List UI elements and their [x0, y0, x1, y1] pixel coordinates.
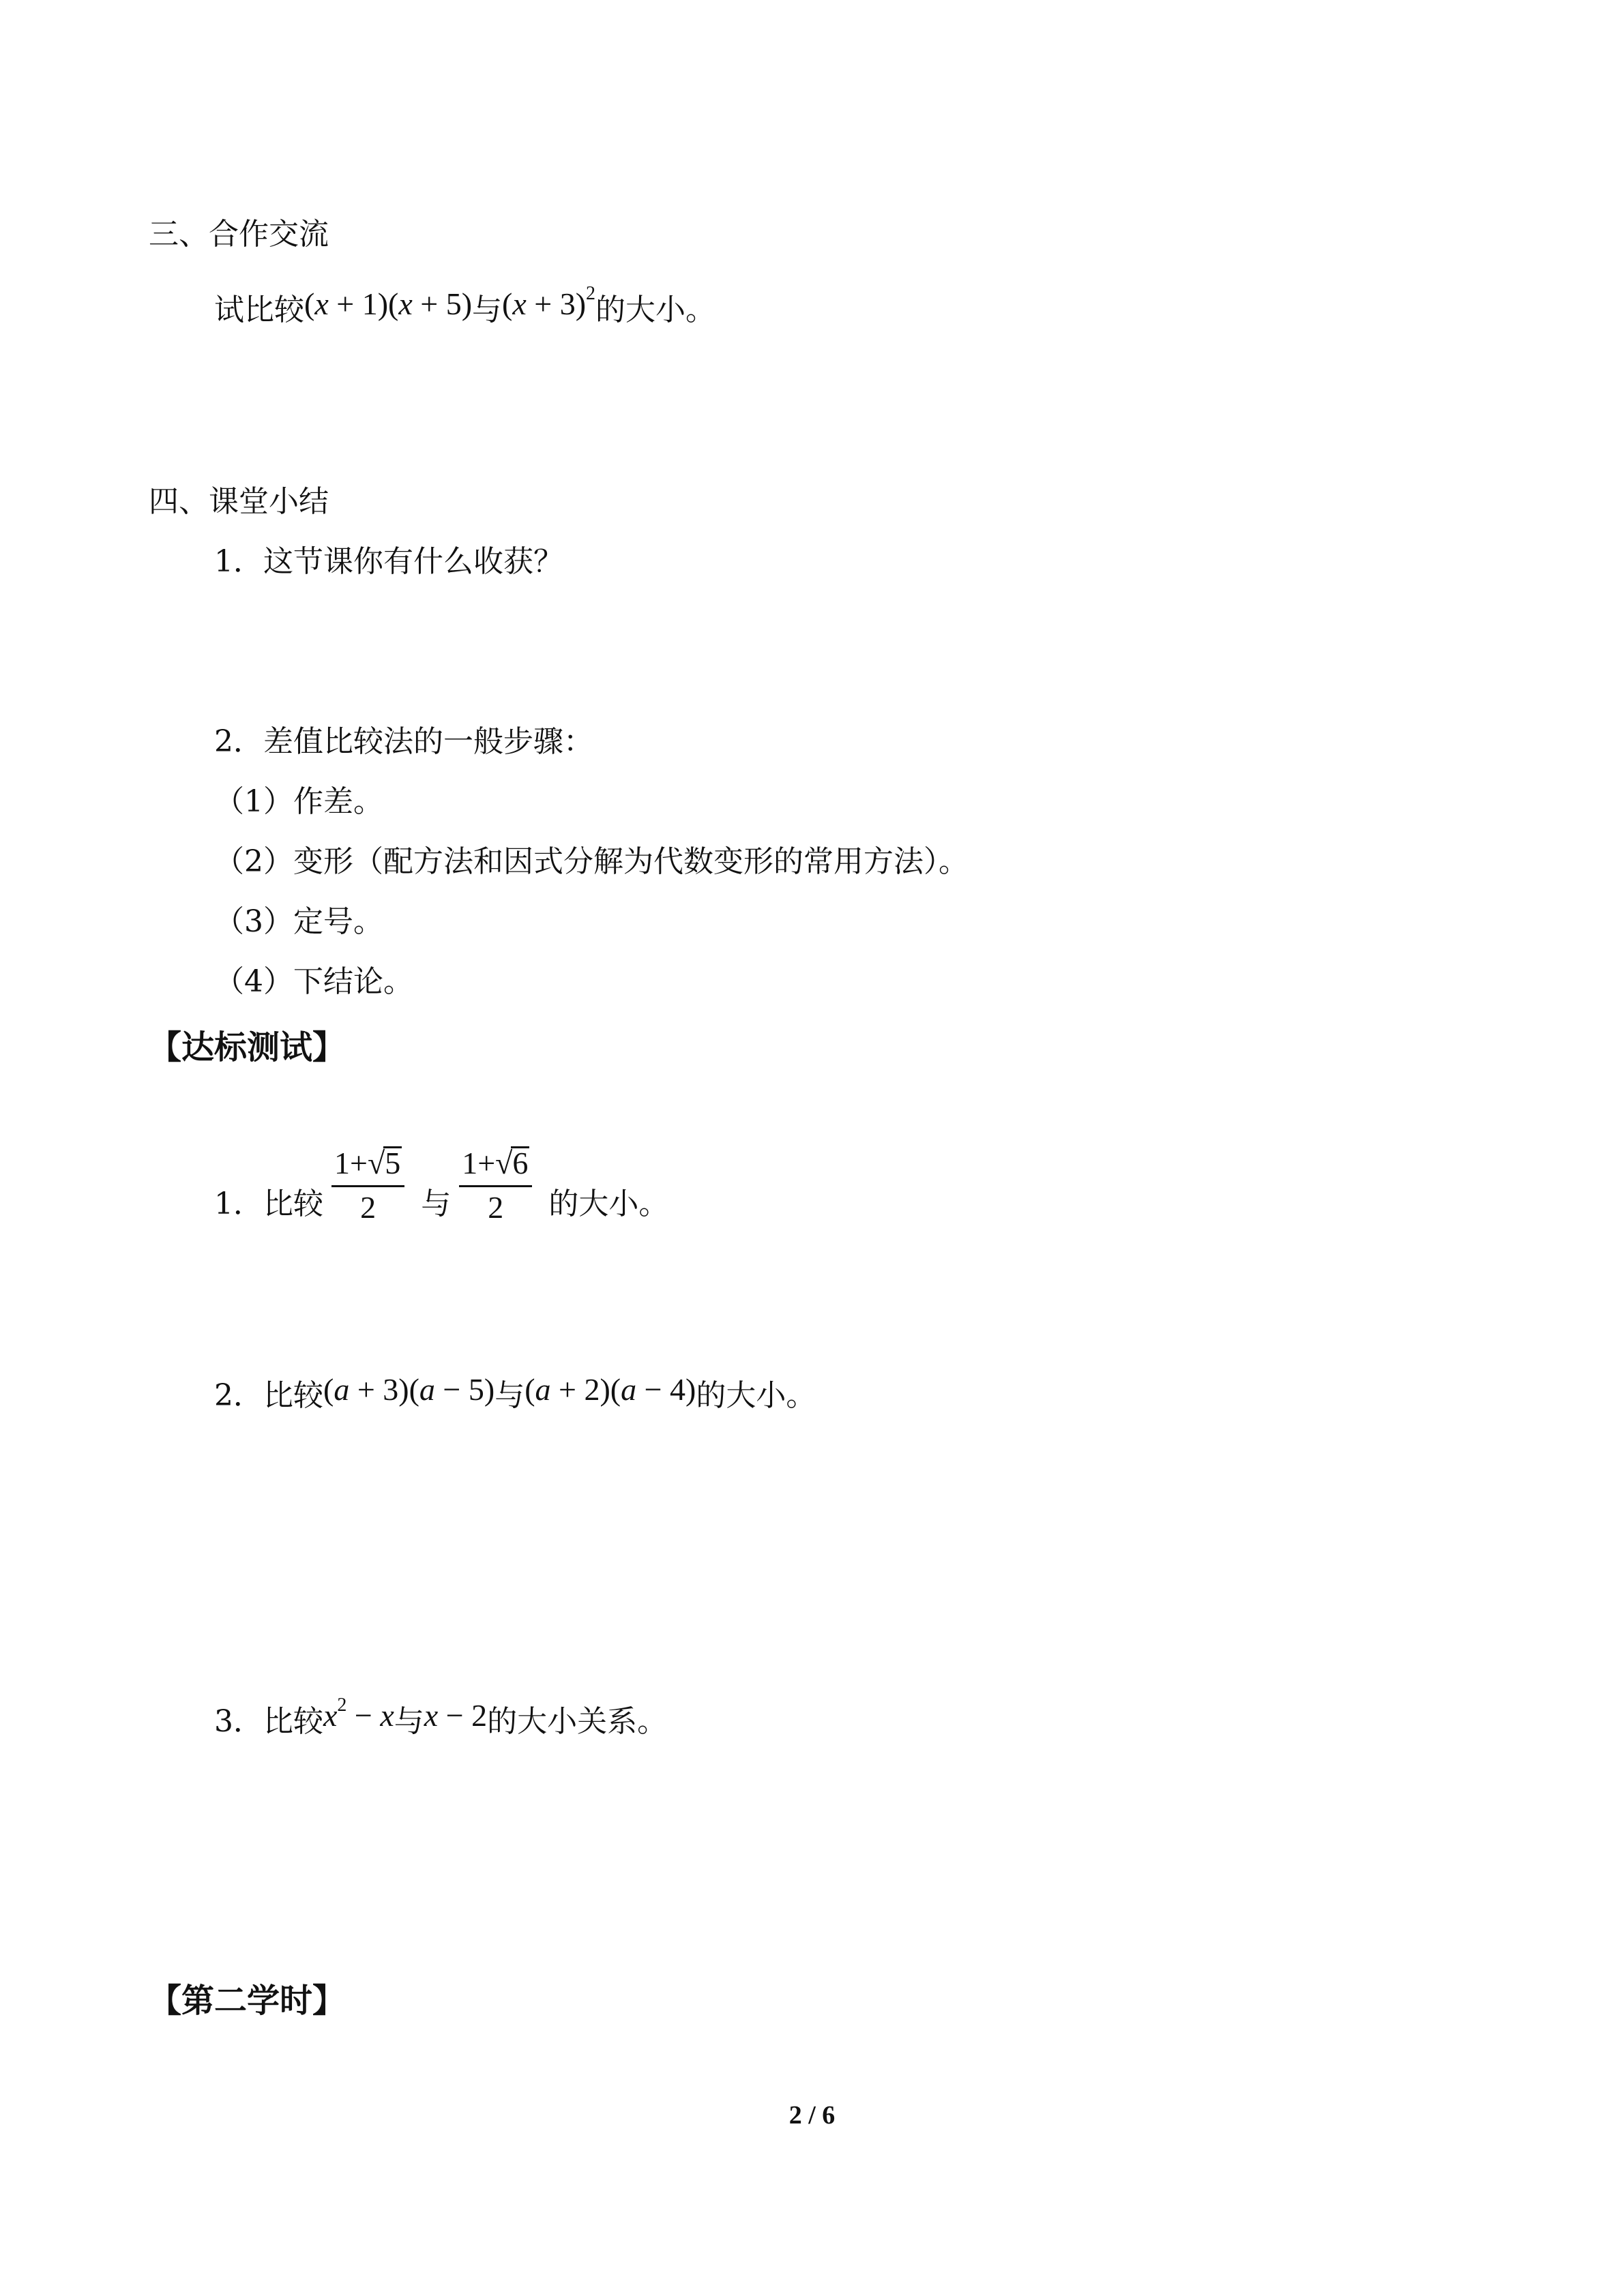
p3-expr2: x − 2	[424, 1698, 488, 1733]
p1-frac1-op: +	[350, 1146, 368, 1180]
test-title: 【达标测试】	[149, 1028, 346, 1067]
p2-expr1: (a + 3)(a − 5)	[323, 1372, 495, 1407]
p2-expr2: (a + 2)(a − 4)	[525, 1372, 696, 1407]
page-number: 2 / 6	[788, 2101, 836, 2130]
second-period-title: 【第二学时】	[149, 1982, 346, 2020]
p1-fraction-1	[331, 1144, 404, 1227]
test-problem-2	[214, 1369, 816, 1416]
p1-frac2-numerator	[459, 1144, 532, 1187]
p2-prefix: 2．比较	[214, 1378, 323, 1413]
p3-suffix: 的大小关系。	[487, 1704, 668, 1739]
section4-q1: 1．这节课你有什么收获？	[214, 544, 563, 579]
p3-mid: 与	[394, 1704, 424, 1739]
p1-frac2-denominator: 2	[488, 1190, 504, 1225]
p2-mid: 与	[494, 1378, 525, 1413]
step-3: （3）定号。	[214, 904, 383, 939]
p1-frac2-radicand: 6	[512, 1146, 529, 1180]
p1-frac1-radicand: 5	[385, 1146, 401, 1180]
test-problem-1	[214, 1146, 669, 1247]
p2-suffix: 的大小。	[696, 1378, 816, 1413]
step-4: （4）下结论。	[214, 964, 413, 999]
p3-expr1	[323, 1695, 394, 1733]
p1-fraction-2	[459, 1144, 532, 1227]
p3-expr1-base: x	[323, 1698, 338, 1733]
step-2: （2）变形（配方法和因式分解为代数变形的常用方法）。	[214, 844, 969, 879]
p1-prefix: 1．比较	[214, 1187, 323, 1221]
section3-title: 三、合作交流	[149, 217, 329, 252]
p1-suffix: 的大小。	[548, 1187, 669, 1221]
section4-title: 四、课堂小结	[149, 484, 329, 519]
p1-frac1-denominator: 2	[360, 1190, 377, 1225]
section3-expr2-base: (x + 3)	[502, 286, 587, 321]
sqrt-icon: √6	[495, 1146, 529, 1180]
section3-suffix: 的大小。	[595, 293, 716, 327]
section3-expr2-exp: 2	[586, 283, 596, 304]
section3-mid: 与	[472, 293, 503, 327]
section3-question	[214, 284, 715, 331]
p1-frac1-int: 1	[334, 1146, 350, 1180]
p1-frac2-int: 1	[462, 1146, 478, 1180]
section3-prefix: 试比较	[214, 293, 304, 327]
section4-q2: 2．差值比较法的一般步骤：	[214, 724, 593, 759]
p3-expr1-rest: − x	[346, 1698, 394, 1733]
p1-mid: 与	[421, 1187, 452, 1221]
sqrt-icon: √5	[367, 1146, 401, 1180]
p3-prefix: 3．比较	[214, 1704, 323, 1739]
test-problem-3	[214, 1695, 667, 1742]
section3-expr2	[502, 283, 596, 321]
section3-expr1: (x + 1)(x + 5)	[304, 286, 473, 321]
p1-frac2-op: +	[477, 1146, 496, 1180]
p3-expr1-exp: 2	[337, 1695, 347, 1716]
p1-frac1-numerator	[331, 1144, 404, 1187]
step-1: （1）作差。	[214, 784, 383, 819]
